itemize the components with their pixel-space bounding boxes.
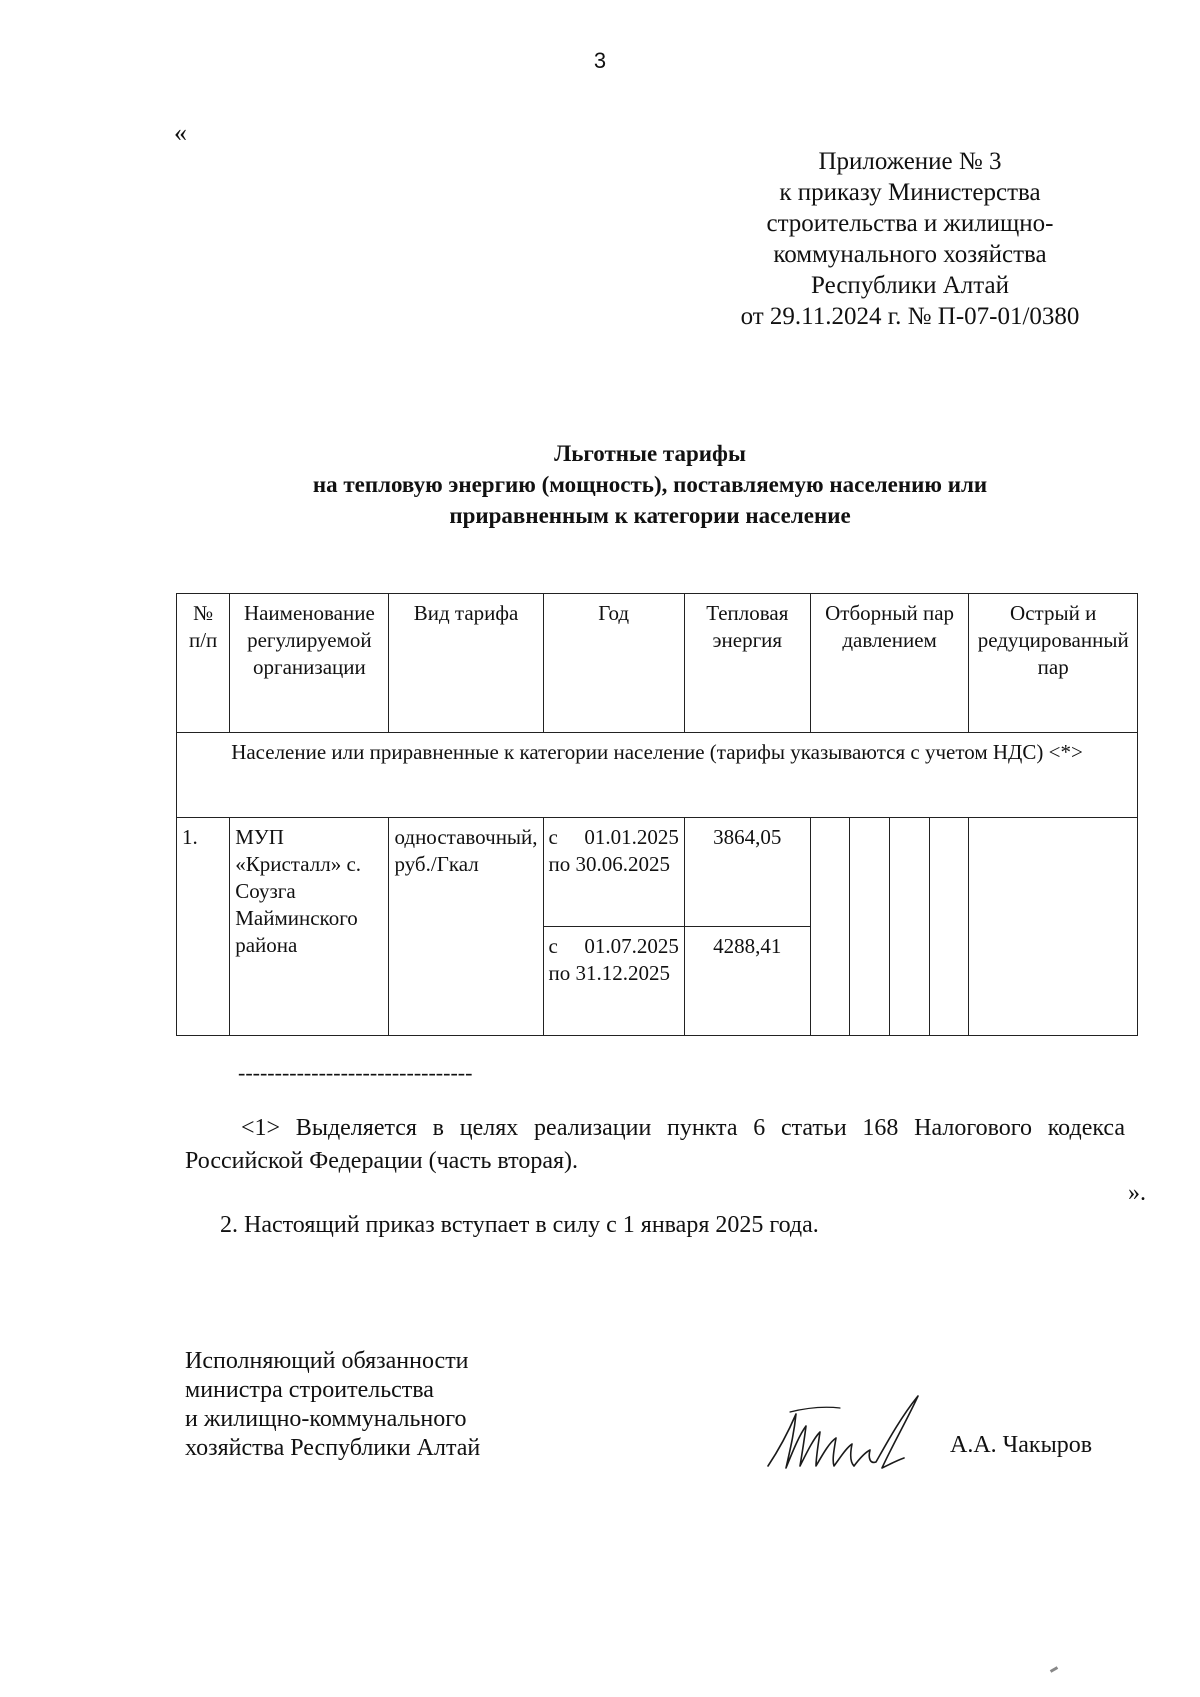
annex-line: Республики Алтай: [811, 272, 1009, 299]
row-heat-value: 3864,05: [684, 818, 810, 927]
section-label: Население или приравненные к категории население (тарифы указываются с учетом НДС) <*>: [177, 733, 1138, 818]
row-tariff-type: одноставочный, руб./Гкал: [389, 818, 543, 1036]
header-heat-energy: Тепловая энергия: [684, 594, 810, 733]
row-period: с 01.07.2025 по 31.12.2025: [543, 927, 684, 1036]
header-extraction-steam: Отборный пар давлением: [810, 594, 969, 733]
tariffs-table: [176, 593, 1138, 1036]
annex-line: строительства и жилищно-: [766, 210, 1054, 237]
header-year: Год: [543, 594, 684, 733]
annex-line: коммунального хозяйства: [773, 241, 1047, 268]
row-period: с 01.01.2025 по 30.06.2025: [543, 818, 684, 927]
title-line: Льготные тарифы: [554, 441, 746, 466]
table-section-row: [177, 733, 1138, 818]
handwritten-signature: [760, 1388, 950, 1498]
header-tariff-type: Вид тарифа: [389, 594, 543, 733]
scan-speck: [1050, 1666, 1058, 1673]
closing-quote-mark: ».: [1128, 1180, 1146, 1206]
table-header-row: [177, 594, 1138, 733]
empty-subcell: [930, 818, 969, 1035]
table-row: [177, 818, 1138, 927]
signer-position: [185, 1347, 480, 1463]
annex-line: к приказу Министерства: [779, 179, 1041, 206]
document-title: [160, 438, 1140, 531]
title-line: приравненным к категории население: [449, 503, 851, 528]
row-organization: МУП «Кристалл» с. Соузга Майминского района: [230, 818, 389, 1036]
header-sharp-steam: Острый и редуцированный пар: [969, 594, 1138, 733]
opening-quote-mark: «: [174, 118, 187, 147]
annex-line: от 29.11.2024 г. № П-07-01/0380: [740, 303, 1080, 330]
signer-position-line: хозяйства Республики Алтай: [185, 1435, 481, 1461]
header-num: № п/п: [177, 594, 230, 733]
page-number: 3: [593, 48, 607, 73]
row-sharp-steam: [969, 818, 1138, 1036]
footnote: <1> Выделяется в целях реализации пункта 6 статьи 168 Налогового кодекса Российской Федерации (часть вторая).: [185, 1115, 1125, 1174]
row-num: 1.: [177, 818, 230, 1036]
signer-name: А.А. Чакыров: [950, 1432, 1093, 1458]
empty-subcell: [850, 818, 890, 1035]
order-clause: 2. Настоящий приказ вступает в силу с 1 января 2025 года.: [220, 1212, 819, 1238]
signer-position-line: министра строительства: [185, 1377, 434, 1403]
annex-line: Приложение № 3: [818, 148, 1002, 175]
signer-position-line: Исполняющий обязанности: [185, 1348, 469, 1374]
footnote-separator: --------------------------------: [238, 1060, 473, 1085]
annex-header: [700, 146, 1120, 332]
title-line: на тепловую энергию (мощность), поставляемую населению или: [312, 472, 988, 497]
empty-subcell: [890, 818, 930, 1035]
signer-position-line: и жилищно-коммунального: [185, 1406, 467, 1432]
empty-subcell: [811, 818, 851, 1035]
header-organization: Наименование регулируемой организации: [230, 594, 389, 733]
row-heat-value: 4288,41: [684, 927, 810, 1036]
row-extraction-steam-cells: [810, 818, 969, 1036]
